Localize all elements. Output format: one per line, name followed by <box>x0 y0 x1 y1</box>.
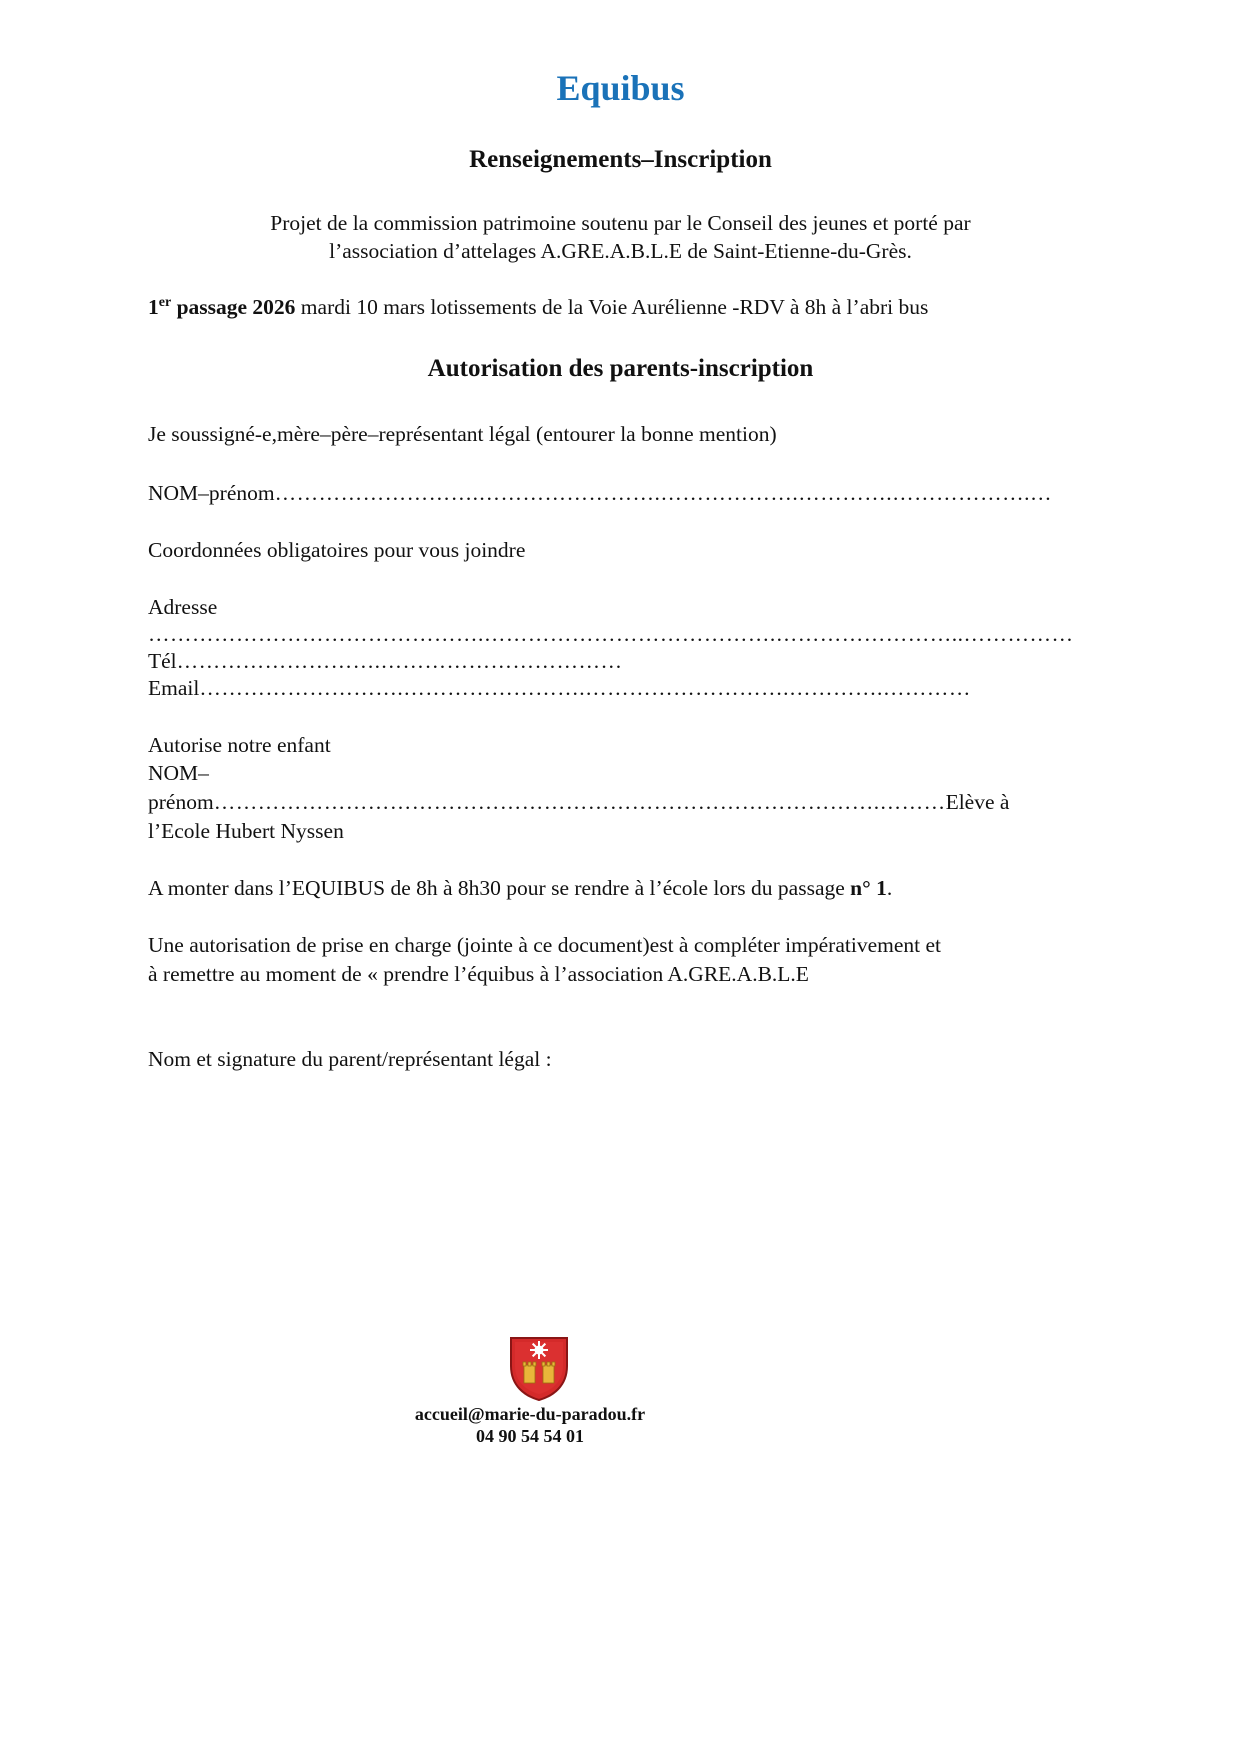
ecole-line: l’Ecole Hubert Nyssen <box>148 819 344 843</box>
passage-label: passage 2026 <box>171 295 296 319</box>
email-dots: ……………………….…………………….……………………….………….………… <box>199 676 971 700</box>
passage-details: mardi 10 mars lotissements de la Voie Aurélienne -RDV à 8h à l’abri bus <box>295 295 929 319</box>
contact-phone: 04 90 54 54 01 <box>476 1426 584 1446</box>
monter-line: A monter dans l’EQUIBUS de 8h à 8h30 pour se rendre à l’école lors du passage n° 1. <box>148 876 893 900</box>
passage-ordinal: er <box>158 294 172 310</box>
parent-name-field[interactable] <box>148 479 1052 507</box>
intro-line-1: Projet de la commission patrimoine soutenu par le Conseil des jeunes et porté par <box>270 211 971 235</box>
signature-line: Nom et signature du parent/représentant légal : <box>148 1047 552 1071</box>
adresse-label: Adresse <box>148 595 218 619</box>
passage-ref: n° 1 <box>850 876 887 900</box>
tel-label: Tél <box>148 649 177 673</box>
tel-field[interactable] <box>148 647 623 675</box>
crest-sun <box>530 1341 548 1359</box>
email-label: Email <box>148 676 200 700</box>
contact-email[interactable]: accueil@marie-du-paradou.fr <box>414 1404 646 1424</box>
prise-en-charge-line-1: Une autorisation de prise en charge (jointe à ce document)est à compléter impérativement et <box>148 933 941 957</box>
child-nom-label: NOM– <box>148 761 209 785</box>
child-prenom-field[interactable] <box>148 788 1009 816</box>
passage-line <box>148 293 928 321</box>
section-title: Autorisation des parents-inscription <box>427 355 814 382</box>
child-prenom-label: prénom <box>148 790 214 814</box>
coordonnees-line: Coordonnées obligatoires pour vous joindre <box>148 538 526 562</box>
intro-line-2: l’association d’attelages A.GRE.A.B.L.E de Saint-Etienne-du-Grès. <box>329 239 912 263</box>
passage-number: 1 <box>148 295 159 319</box>
autorise-line: Autorise notre enfant <box>148 733 331 757</box>
coat-of-arms-icon <box>509 1336 569 1402</box>
document-subtitle: Renseignements–Inscription <box>469 146 772 173</box>
eleve-label: Elève à <box>945 790 1010 814</box>
parent-name-dots: ……………………….…………………….……………….………….……………….… <box>274 481 1052 505</box>
child-prenom-dots: ……………………………………………………………………………….……… <box>213 790 946 814</box>
soussigne-line: Je soussigné-e,mère–père–représentant légal (entourer la bonne mention) <box>148 422 777 446</box>
tel-dots: ……………………….…………………………… <box>176 649 623 673</box>
prise-en-charge-line-2: à remettre au moment de « prendre l’équibus à l’association A.GRE.A.B.L.E <box>148 962 809 986</box>
parent-name-label: NOM–prénom <box>148 481 275 505</box>
document-title: Equibus <box>556 68 685 108</box>
email-field[interactable] <box>148 674 971 702</box>
adresse-field[interactable]: ……………………………………….………………………………….……………………..…………… <box>148 622 1074 646</box>
